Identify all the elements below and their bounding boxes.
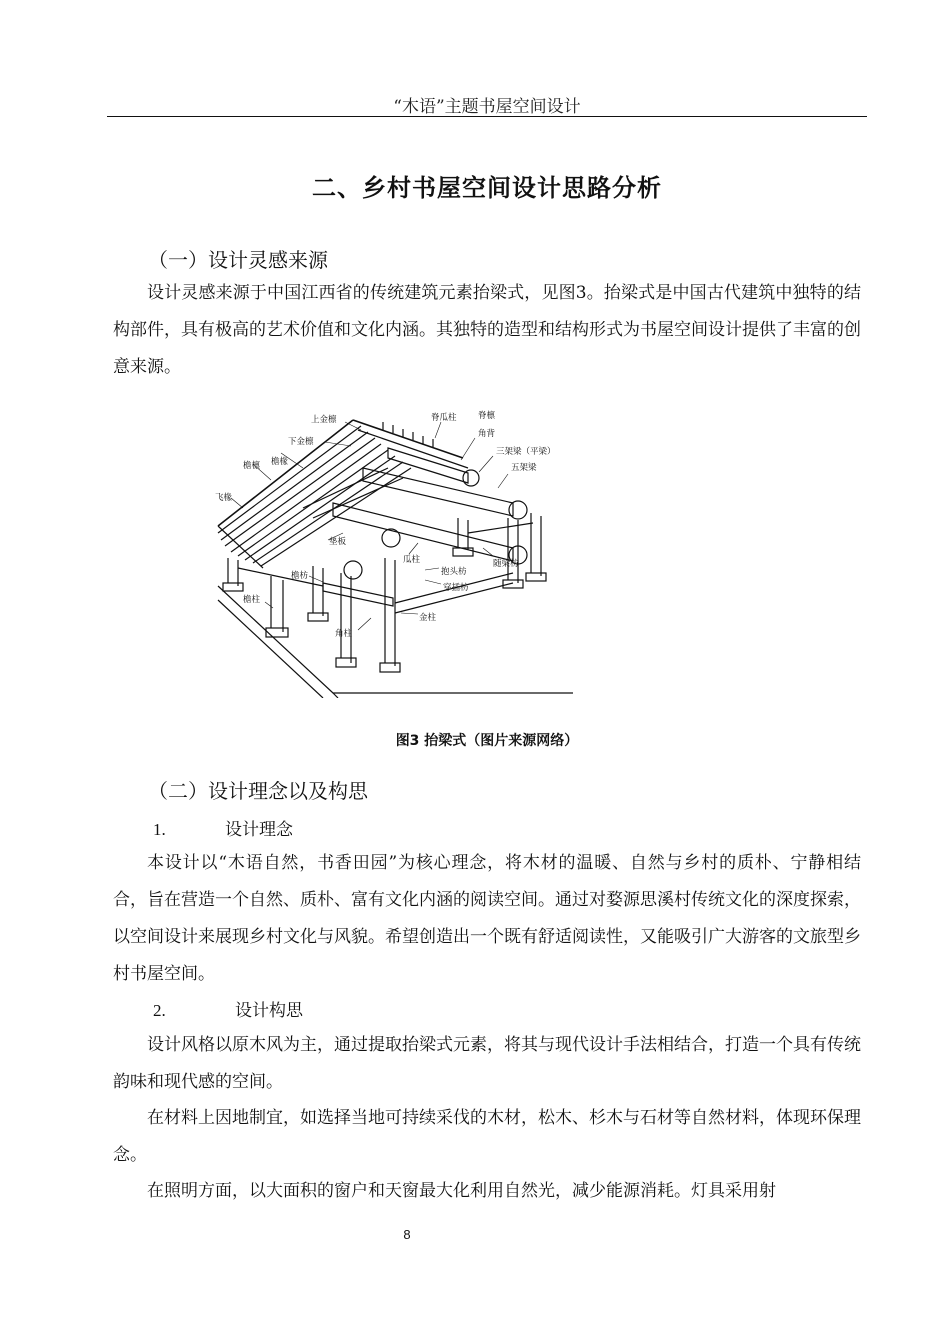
page-number: 8 xyxy=(403,1227,411,1242)
label-yanchuan: 檐椽 xyxy=(271,457,289,467)
subheading-design-conception xyxy=(153,996,303,1021)
subheading-title: 设计构思 xyxy=(235,1001,303,1021)
label-yanlin: 檐檩 xyxy=(243,461,261,471)
label-jiguazhu: 脊瓜柱 xyxy=(431,413,457,423)
section-heading-concept: （二）设计理念以及构思 xyxy=(148,779,368,803)
tailiang-illustration xyxy=(213,408,573,698)
figure-caption: 图3 抬梁式（图片来源网络） xyxy=(395,733,579,749)
chapter-title: 二、乡村书屋空间设计思路分析 xyxy=(312,174,662,202)
label-yanzhu: 檐柱 xyxy=(243,595,261,605)
label-yanfang: 檐枋 xyxy=(291,571,309,581)
label-dianban: 垫板 xyxy=(329,537,347,547)
label-guazhu: 瓜柱 xyxy=(403,555,421,565)
label-jinzhu: 金柱 xyxy=(419,613,437,623)
subheading-title: 设计理念 xyxy=(225,820,293,840)
label-jilin: 脊檩 xyxy=(478,411,496,421)
paragraph-inspiration: 设计灵感来源于中国江西省的传统建筑元素抬梁式，见图3。抬梁式是中国古代建筑中独特的结构部件，具有极高的艺术价值和文化内涵。其独特的造型和结构形式为书屋空间设计提供了丰富的创意来源。 xyxy=(113,283,861,377)
header-rule xyxy=(107,116,867,117)
label-jiaozhu: 角柱 xyxy=(335,629,353,639)
label-feichuan: 飞椽 xyxy=(215,493,233,503)
subheading-number: 1. xyxy=(153,820,166,839)
subheading-design-philosophy xyxy=(153,815,293,840)
subheading-number: 2. xyxy=(153,1001,166,1020)
label-chuanchafang: 穿插枋 xyxy=(443,583,469,593)
paragraph-materials: 在材料上因地制宜，如选择当地可持续采伐的木材，松木、杉木与石材等自然材料，体现环保理念。 xyxy=(113,1108,861,1165)
label-wujialiang: 五架梁 xyxy=(511,463,537,473)
label-sanjialiang: 三架梁（平梁） xyxy=(496,447,556,457)
section-heading-inspiration: （一）设计灵感来源 xyxy=(148,248,328,272)
label-shangjinlin: 上金檩 xyxy=(311,415,337,425)
paragraph-style: 设计风格以原木风为主，通过提取抬梁式元素，将其与现代设计手法相结合，打造一个具有传统韵味和现代感的空间。 xyxy=(113,1035,861,1092)
running-header: “木语”主题书屋空间设计 xyxy=(393,97,581,117)
label-suiliangfang: 随梁枋 xyxy=(493,559,519,569)
paragraph-lighting: 在照明方面，以大面积的窗户和天窗最大化利用自然光，减少能源消耗。灯具采用射 xyxy=(147,1181,776,1201)
label-jiaobei: 角背 xyxy=(478,429,496,439)
label-baotoufang: 抱头枋 xyxy=(441,567,467,577)
figure-tailiang-structure xyxy=(213,408,573,698)
label-xiajinlin: 下金檩 xyxy=(288,437,314,447)
paragraph-philosophy: 本设计以“木语自然，书香田园”为核心理念，将木材的温暖、自然与乡村的质朴、宁静相结合，旨在营造一个自然、质朴、富有文化内涵的阅读空间。通过对婺源思溪村传统文化的深度探索，以空间设计来展现乡村文化与风貌。希望创造出一个既有舒适阅读性，又能吸引广大游客的文旅型乡村书屋空间。 xyxy=(113,853,861,984)
